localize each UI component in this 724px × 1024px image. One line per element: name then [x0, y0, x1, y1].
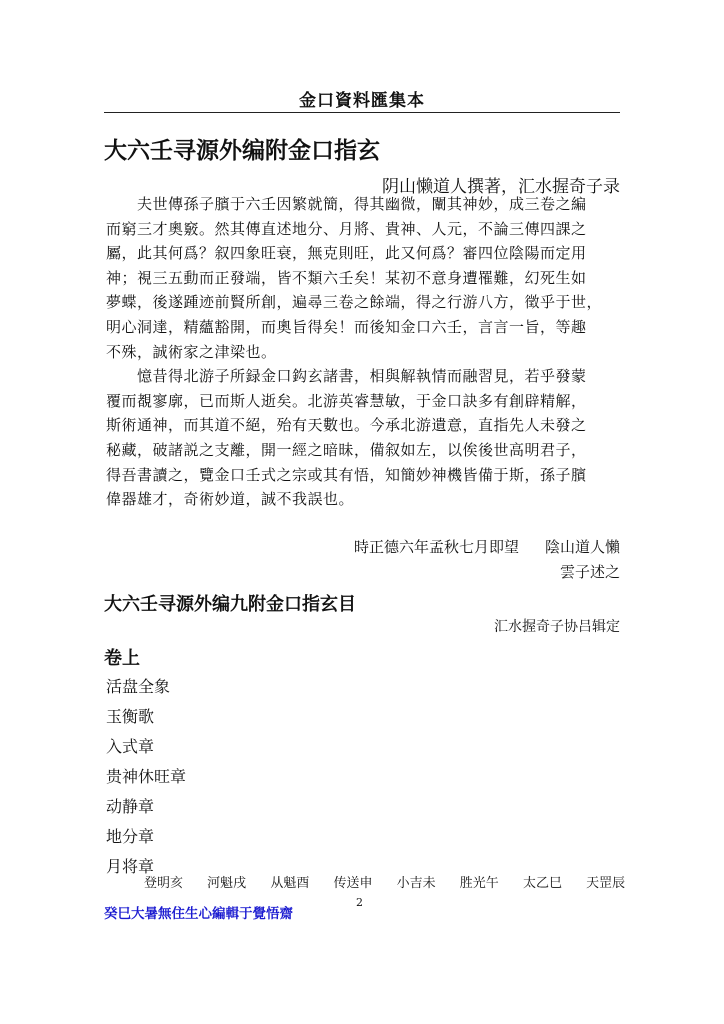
month-general: 河魁戌	[207, 876, 247, 891]
month-general: 太乙巳	[522, 876, 562, 891]
volume-heading: 卷上	[104, 648, 140, 669]
toc-item: 动静章	[106, 797, 155, 816]
document-title: 大六壬寻源外编附金口指玄	[104, 138, 380, 164]
byline: 阴山懒道人撰著，汇水握奇子录	[382, 177, 620, 197]
month-generals-row	[144, 872, 645, 891]
preface-line: 而窮三才奧竅。然其傳直述地分、月將、貴神、人元，不論三傳四課之	[106, 219, 587, 238]
toc-item: 活盘全象	[106, 677, 171, 696]
preface-line: 覆而覩寥廓，已而斯人逝矣。北游英睿慧敏，于金口訣多有創辟精解，	[106, 391, 587, 410]
toc-title: 大六壬寻源外编九附金口指玄目	[104, 594, 356, 615]
preface-line: 神；視三五動而正發端，皆不類六壬矣！某初不意身遭罹難，幻死生如	[106, 268, 587, 287]
toc-item: 贵神休旺章	[106, 767, 187, 786]
preface-line: 憶昔得北游子所録金口鈎玄諸書，相與解執情而融習見，若乎發蒙	[106, 367, 587, 386]
month-general: 小吉未	[396, 876, 436, 891]
preface-line: 明心洞達，精蘊豁開，而奧旨得矣！而後知金口六壬，言言一旨，等趣	[106, 317, 587, 336]
toc-item: 入式章	[106, 737, 155, 756]
preface-line: 偉器雄才，奇術妙道，誠不我誤也。	[106, 490, 355, 509]
header-rule	[104, 112, 620, 113]
month-general: 登明亥	[144, 876, 184, 891]
toc-item: 玉衡歌	[106, 707, 155, 726]
preface-line: 夢蝶，後遂踵迹前賢所創，遍尋三卷之餘端，得之行游八方，徵乎于世，	[106, 293, 603, 312]
preface-line: 斯術通神，而其道不絕，殆有天數也。今承北游遺意，直指先人未發之	[106, 416, 587, 435]
toc-item: 地分章	[106, 827, 155, 846]
preface-signature	[354, 536, 620, 557]
month-general: 胜光午	[459, 876, 499, 891]
preface-author-tail: 雲子述之	[559, 563, 620, 581]
running-header: 金口資料匯集本	[299, 91, 425, 111]
preface-line: 秘藏，破諸説之支離，開一經之暗昧，備叙如左，以俟後世高明君子，	[106, 440, 587, 459]
month-general: 从魁酉	[270, 876, 310, 891]
preface-line: 不殊，誠術家之津梁也。	[106, 342, 277, 361]
page-number: 2	[356, 896, 363, 909]
month-general: 天罡辰	[586, 876, 626, 891]
preface-line: 夫世傳孫子臏于六壬因繁就簡，得其幽微，闡其神妙，成三卷之編	[106, 195, 587, 213]
toc-editor: 汇水握奇子协吕辑定	[494, 619, 620, 635]
month-general: 传送申	[333, 876, 373, 891]
toc-item: 月将章	[106, 857, 155, 876]
preface-line: 得吾書讀之，覽金口壬式之宗或其有悟，知簡妙神機皆備于斯，孫子臏	[106, 465, 587, 484]
preface-date: 時正德六年孟秋七月即望	[353, 538, 519, 556]
preface-text	[106, 192, 620, 512]
preface-line: 屬，此其何爲？叙四象旺衰，無克則旺，此又何爲？審四位陰陽而定用	[106, 244, 587, 263]
preface-author: 陰山道人懶	[544, 538, 620, 556]
toc-list	[106, 676, 186, 886]
footer-note: 癸巳大暑無住生心編輯于覺悟齋	[104, 906, 293, 922]
